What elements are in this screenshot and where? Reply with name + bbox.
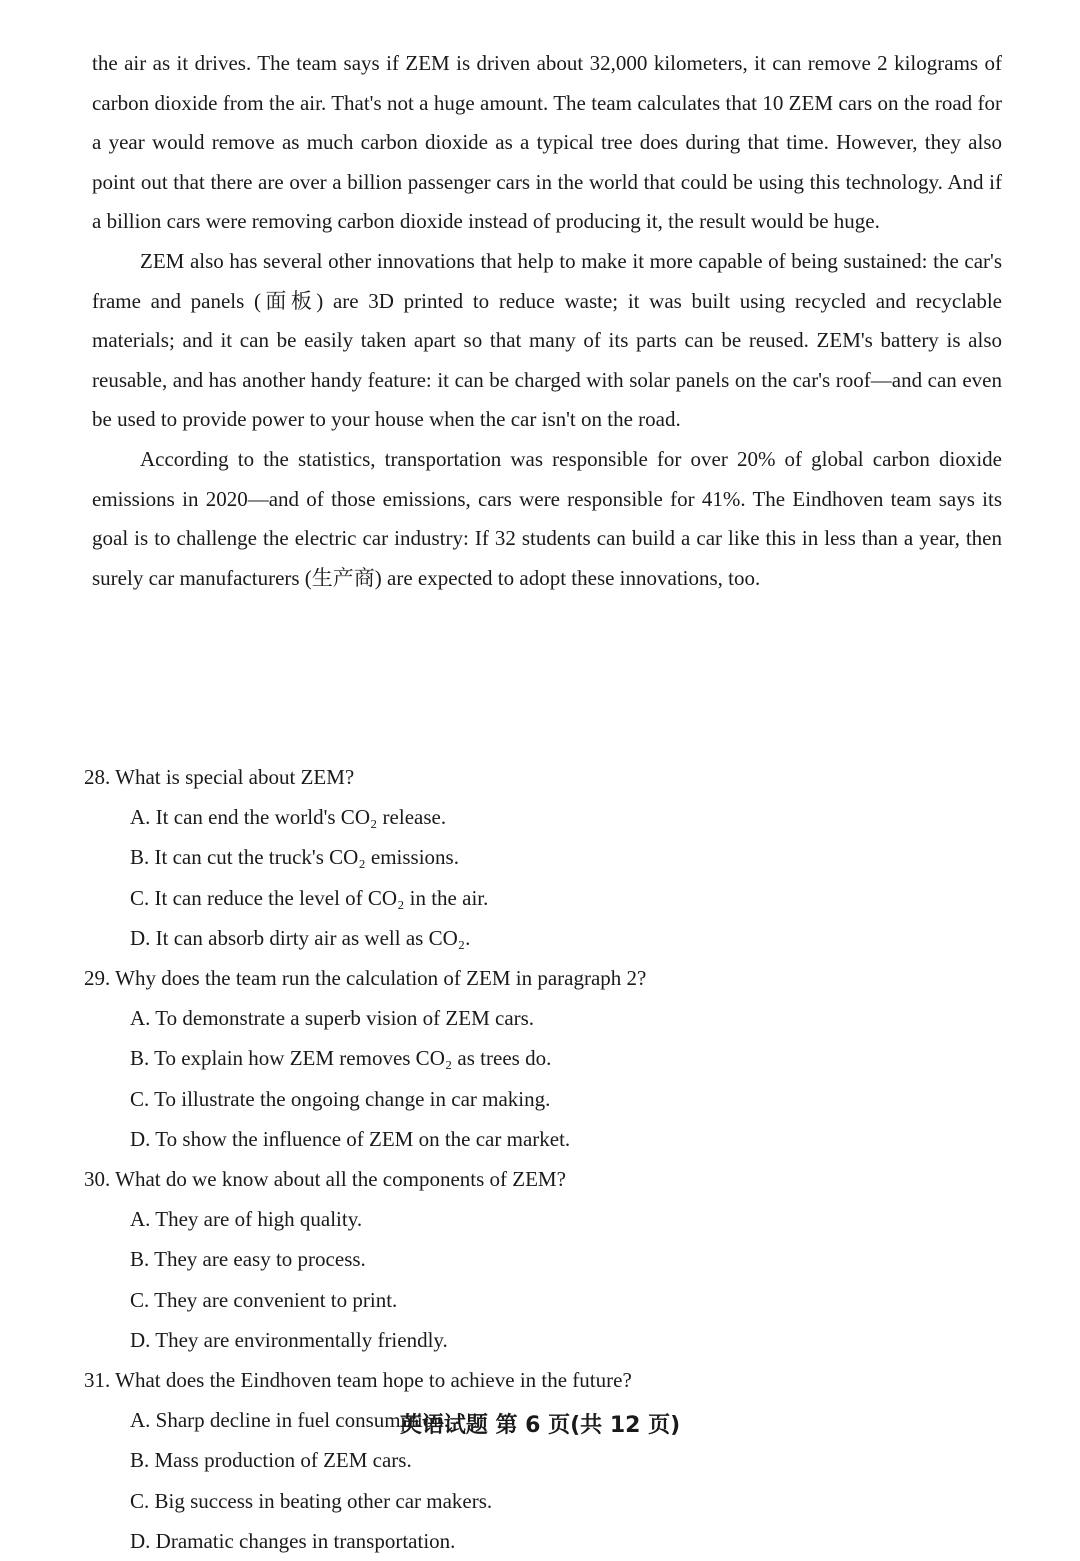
question-number: 28. [84, 765, 111, 789]
question-number: 31. [84, 1368, 111, 1393]
passage-paragraph-1: the air as it drives. The team says if ZEM is driven about 32,000 kilometers, it can remove 2 kilograms of carbon dioxide from the air. That's not a huge amount. The team calculates that 10 ZEM cars on the road for a year would remove as much carbon dioxide as a typical tree does during that time. However, they also point out that there are over a billion passenger cars in the world that could be using this technology. And if a billion cars were removing carbon dioxide instead of producing it, the result would be huge. [92, 51, 1002, 234]
question-text: What does the Eindhoven team hope to achieve in the future? [115, 1368, 632, 1393]
question-text: Why does the team run the calculation of ZEM in paragraph 2? [115, 966, 647, 991]
option-d: D. They are environmentally friendly. [130, 1327, 448, 1352]
question-stem [84, 757, 1002, 797]
option-a: A. It can end the world's CO₂ release. [130, 805, 447, 830]
question-number: 30. [84, 1167, 111, 1192]
option-a: A. To demonstrate a superb vision of ZEM cars. [130, 1006, 535, 1031]
passage-paragraph-2: ZEM also has several other innovations that help to make it more capable of being sustained: the car's frame and panels (面板) are 3D printed to reduce waste; it was built using recycled and recyclable materials; and it can be easily taken apart so that many of its parts can be reused. ZEM's battery is also reusable, and has another handy feature: it can be charged with solar panels on the car's roof—and can even be used to provide power to your house when the car isn't on the road. [92, 248, 1002, 432]
option-a: A. They are of high quality. [130, 1207, 363, 1232]
option-d: D. It can absorb dirty air as well as CO₂. [130, 925, 471, 950]
question-text: What do we know about all the components of ZEM? [115, 1167, 566, 1192]
question-28 [84, 757, 1002, 958]
option-b: B. To explain how ZEM removes CO₂ as trees do. [130, 1046, 552, 1071]
passage-paragraph-3: According to the statistics, transportation was responsible for over 20% of global carbon dioxide emissions in 2020—and of those emissions, cars were responsible for 41%. The Eindhoven team says its goal is to challenge the electric car industry: If 32 students can build a car like this in less than a year, then surely car manufacturers (生产商) are expected to adopt these innovations, too. [92, 446, 1002, 590]
option-b: B. They are easy to process. [130, 1247, 366, 1272]
option-d: D. To show the influence of ZEM on the car market. [130, 1126, 571, 1151]
option-c: C. To illustrate the ongoing change in car making. [130, 1086, 551, 1111]
option-group [84, 1199, 1002, 1360]
option-c: C. They are convenient to print. [130, 1287, 398, 1312]
page-footer: 英语试题 第 6 页(共 12 页) [399, 1413, 681, 1438]
option-b: B. It can cut the truck's CO₂ emissions. [130, 845, 459, 870]
question-31 [84, 1360, 1002, 1561]
question-stem [84, 1159, 1002, 1199]
option-b: B. Mass production of ZEM cars. [130, 1448, 412, 1473]
option-group [84, 998, 1002, 1159]
question-stem [84, 1360, 1002, 1400]
question-stem [84, 958, 1002, 998]
option-a: A. Sharp decline in fuel consumption. [130, 1408, 450, 1433]
option-group [84, 797, 1002, 958]
reading-passage [92, 44, 1002, 598]
question-30 [84, 1159, 1002, 1360]
question-list [84, 757, 1002, 1561]
option-c: C. It can reduce the level of CO₂ in the air. [130, 885, 489, 910]
question-text: What is special about ZEM? [115, 765, 355, 789]
question-number: 29. [84, 966, 111, 991]
question-29 [84, 958, 1002, 1159]
option-d: D. Dramatic changes in transportation. [130, 1528, 456, 1553]
option-c: C. Big success in beating other car makers. [130, 1488, 493, 1513]
